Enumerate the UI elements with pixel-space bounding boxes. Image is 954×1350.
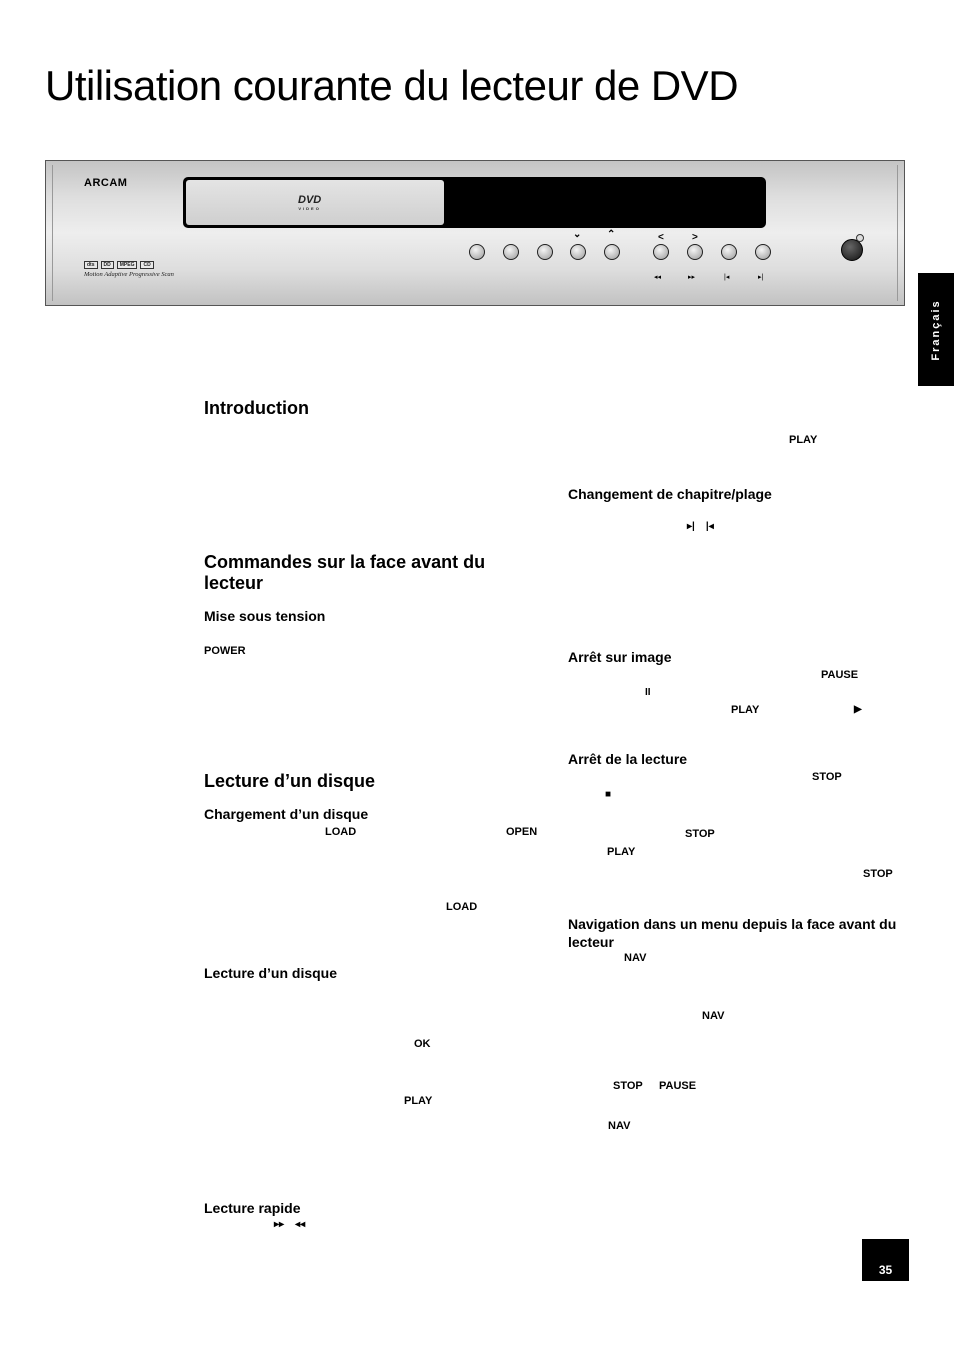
keyword-load-2: LOAD bbox=[446, 901, 478, 913]
front-button-previous bbox=[721, 244, 737, 260]
play-icon: ▶ bbox=[854, 704, 862, 715]
mpeg-logo: MPEG bbox=[117, 261, 138, 269]
left-arrow-icon: < bbox=[658, 232, 664, 243]
keyword-open: OPEN bbox=[506, 826, 538, 838]
next-icon: ▸| bbox=[758, 274, 764, 281]
power-knob bbox=[841, 239, 863, 261]
front-button-next bbox=[755, 244, 771, 260]
heading-disc-playback: Lecture d’un disque bbox=[204, 771, 376, 791]
rewind-icon: ◂◂ bbox=[654, 274, 662, 281]
subheading-fast-play: Lecture rapide bbox=[204, 1200, 301, 1216]
heading-introduction: Introduction bbox=[204, 398, 309, 418]
keyword-play-2: PLAY bbox=[731, 704, 760, 716]
front-button-down bbox=[570, 244, 586, 260]
keyword-play-right: PLAY bbox=[789, 434, 818, 446]
power-led bbox=[856, 234, 864, 242]
chapter-skip-icons: ▸| |◂ bbox=[687, 521, 714, 532]
fast-play-icons: ▸▸ ◂◂ bbox=[274, 1219, 306, 1230]
front-button-up bbox=[604, 244, 620, 260]
subheading-power: Mise sous tension bbox=[204, 608, 326, 624]
dvd-video-logo: DVD VIDEO bbox=[298, 194, 322, 211]
page-number-box bbox=[862, 1239, 909, 1281]
keyword-power: POWER bbox=[204, 645, 246, 657]
keyword-play: PLAY bbox=[404, 1095, 433, 1107]
keyword-ok: OK bbox=[414, 1038, 431, 1050]
subheading-loading: Chargement d’un disque bbox=[204, 806, 369, 822]
keyword-load: LOAD bbox=[325, 826, 357, 838]
right-arrow-icon: > bbox=[692, 232, 698, 243]
subheading-chapter: Changement de chapitre/plage bbox=[568, 486, 772, 502]
stop-icon: ■ bbox=[605, 789, 612, 800]
language-tab bbox=[918, 273, 954, 386]
dvd-player-illustration bbox=[45, 160, 905, 306]
dolby-logo: DD bbox=[101, 261, 114, 269]
subheading-stop: Arrêt de la lecture bbox=[568, 751, 688, 767]
down-arrow-icon: ⌄ bbox=[573, 229, 582, 240]
pause-icon: II bbox=[645, 687, 651, 698]
front-button-open bbox=[503, 244, 519, 260]
keyword-nav: NAV bbox=[624, 952, 647, 964]
keyword-stop: STOP bbox=[812, 771, 842, 783]
keyword-play-3: PLAY bbox=[607, 846, 636, 858]
keyword-pause-2: PAUSE bbox=[659, 1080, 697, 1092]
front-button-power bbox=[469, 244, 485, 260]
fast-forward-icon: ▸▸ bbox=[688, 274, 696, 281]
feature-label: Motion Adaptive Progressive Scan bbox=[84, 271, 174, 278]
up-arrow-icon: ⌃ bbox=[607, 229, 616, 240]
cd-logo: CD bbox=[140, 261, 153, 269]
keyword-stop-3: STOP bbox=[863, 868, 893, 880]
heading-front-controls: Commandes sur la face avant du lecteur bbox=[204, 552, 486, 593]
keyword-stop-4: STOP bbox=[613, 1080, 643, 1092]
keyword-nav-3: NAV bbox=[608, 1120, 631, 1132]
front-button-nav bbox=[537, 244, 553, 260]
language-tab-label: Français bbox=[930, 298, 942, 361]
keyword-stop-2: STOP bbox=[685, 828, 715, 840]
keyword-pause: PAUSE bbox=[821, 669, 859, 681]
front-display bbox=[183, 177, 766, 228]
brand-logo: ARCAM bbox=[84, 177, 128, 189]
page-title: Utilisation courante du lecteur de DVD bbox=[45, 62, 739, 109]
format-logos bbox=[84, 261, 174, 278]
front-button-rewind bbox=[653, 244, 669, 260]
subheading-navigation: Navigation dans un menu depuis la face avant du lecteur bbox=[568, 916, 897, 950]
previous-icon: |◂ bbox=[724, 274, 730, 281]
dts-logo: dts bbox=[84, 261, 98, 269]
page-number: 35 bbox=[878, 1263, 893, 1277]
subheading-still: Arrêt sur image bbox=[568, 649, 672, 665]
keyword-nav-2: NAV bbox=[702, 1010, 725, 1022]
subheading-playing: Lecture d’un disque bbox=[204, 965, 338, 981]
front-button-forward bbox=[687, 244, 703, 260]
